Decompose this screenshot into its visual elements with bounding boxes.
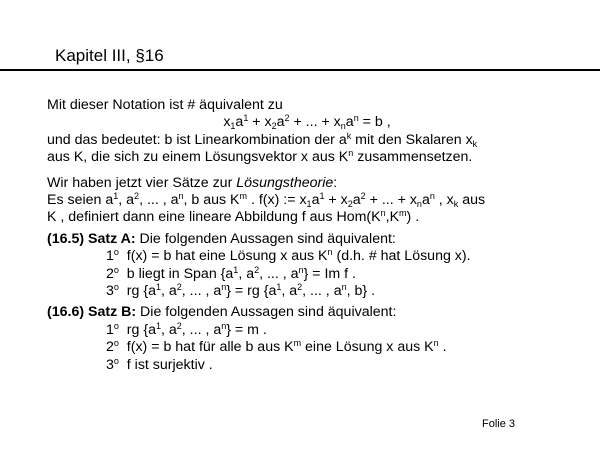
title-divider (0, 69, 600, 71)
satz-b-item-3: 3$^o$ f ist surjektiv . (106, 355, 213, 373)
satz-b-heading: (16.6) Satz B: Die folgenden Aussagen sind äquivalent: (47, 304, 397, 321)
slide-number: Folie 3 (482, 418, 516, 430)
satz-a-item-2: 2$^o$ b liegt in Span {$a^1$, $a^2$, ... , $a^n\} = Im$ f . (106, 264, 356, 282)
definition-line-2: K , definiert dann eine lineare Abbildung f aus $Hom(K^n,K^m)$ . (47, 208, 420, 226)
satz-a-item-1: 1$^o$ f(x) = b hat eine Lösung x aus $K^n$ (d.h. # hat Lösung x). (106, 247, 471, 265)
satz-a-item-3: 3$^o$ rg {$a^1$, $a^2$, ... , $a^n$} = rg {$a^1$, $a^2$, ... , $a^n$, b} . (106, 282, 376, 300)
satz-a-heading: (16.5) Satz A: Die folgenden Aussagen sind äquivalent: (47, 230, 396, 247)
intro-line: Mit dieser Notation ist # äquivalent zu (47, 97, 283, 113)
slide-content (47, 97, 567, 374)
meaning-line: und das bedeutet: b ist Linearkombination der $a^k$ mit den Skalaren $x_k$ (47, 130, 478, 149)
satz-b-item-2: 2$^o$ f(x) = b hat für alle b aus $K^m$ eine Lösung x aus $K^n$ . (106, 338, 447, 356)
theory-intro: Wir haben jetzt vier Sätze zur Lösungstheorie: (47, 174, 338, 191)
equation-line: $x_1a^1 + x_2a^2$ + ... + $x_na^n = b$ , (223, 113, 391, 132)
slide-title: Kapitel III, §16 (55, 46, 164, 65)
satz-b-item-1: 1$^o$ rg {$a^1$, $a^2$, ... , $a^n\} = m$ . (106, 320, 267, 338)
meaning-line-2: aus K, die sich zu einem Lösungsvektor x aus $K^n$ zusammensetzen. (47, 148, 473, 166)
definition-line: Es seien $a^1$, $a^2$, ... , $a^n$, b aus $K^m$ . f(x) := $x_1a^1 + x_2a^2$ + ... + $x_na^n$ , $x_k$ aus (47, 191, 486, 210)
